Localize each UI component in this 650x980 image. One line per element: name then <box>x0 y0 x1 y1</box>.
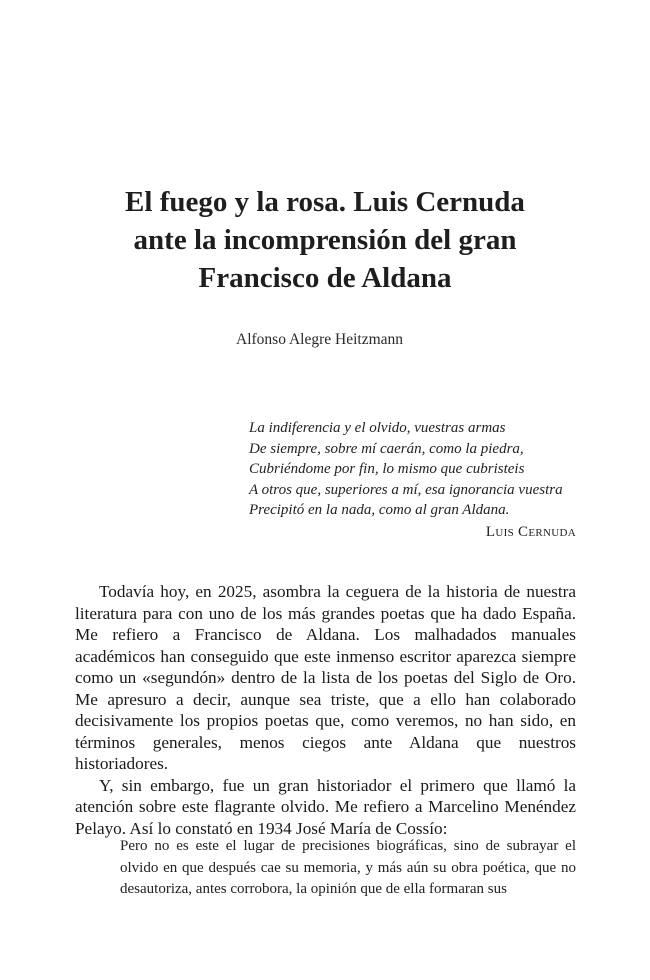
body-paragraph: Y, sin embargo, fue un gran historiador el primero que llamó la atención sobre este flagrante olvido. Me refiero a Marcelino Menéndez Pelayo. Así lo constató en 1934 José María de Cossío: <box>75 775 576 838</box>
epigraph-verse: Precipitó en la nada, como al gran Aldana. <box>249 502 510 518</box>
epigraph-verse: A otros que, superiores a mí, esa ignorancia vuestra <box>249 481 563 498</box>
epigraph-verse: Cubriéndome por fin, lo mismo que cubristeis <box>249 461 525 477</box>
epigraph-attribution: Luis Cernuda <box>485 523 576 540</box>
chapter-title-line-3: Francisco de Aldana <box>198 262 452 294</box>
chapter-title-line-1: El fuego y la rosa. Luis Cernuda <box>125 186 525 218</box>
epigraph-verse: De siempre, sobre mí caerán, como la piedra, <box>249 440 524 457</box>
body-text <box>75 581 576 839</box>
epigraph-verse: La indiferencia y el olvido, vuestras armas <box>249 420 506 436</box>
block-quote <box>120 836 576 901</box>
chapter-title-line-2: ante la incomprensión del gran <box>133 224 517 256</box>
body-paragraph: Todavía hoy, en 2025, asombra la ceguera de la historia de nuestra literatura para con uno de los más grandes poetas que ha dado España. Me refiero a Francisco de Aldana. Los malhadados manuales académicos han conseguido que este inmenso escritor aparezca siempre como un «segundón» dentro de la lista de los poetas del Siglo de Oro. Me apresuro a decir, aunque sea triste, que a ello han colaborado decisivamente los propios poetas que, como veremos, no han sido, en términos generales, menos ciegos ante Aldana que nuestros historiadores. <box>75 582 576 773</box>
block-quote-text: Pero no es este el lugar de precisiones biográficas, sino de subrayar el olvido en que después cae su memoria, y más aún su obra poética, que no desautoriza, antes corrobora, la opinión que de ella formaran sus <box>120 838 576 897</box>
author-name: Alfonso Alegre Heitzmann <box>236 331 404 348</box>
chapter-title <box>75 183 575 297</box>
epigraph <box>249 418 576 542</box>
